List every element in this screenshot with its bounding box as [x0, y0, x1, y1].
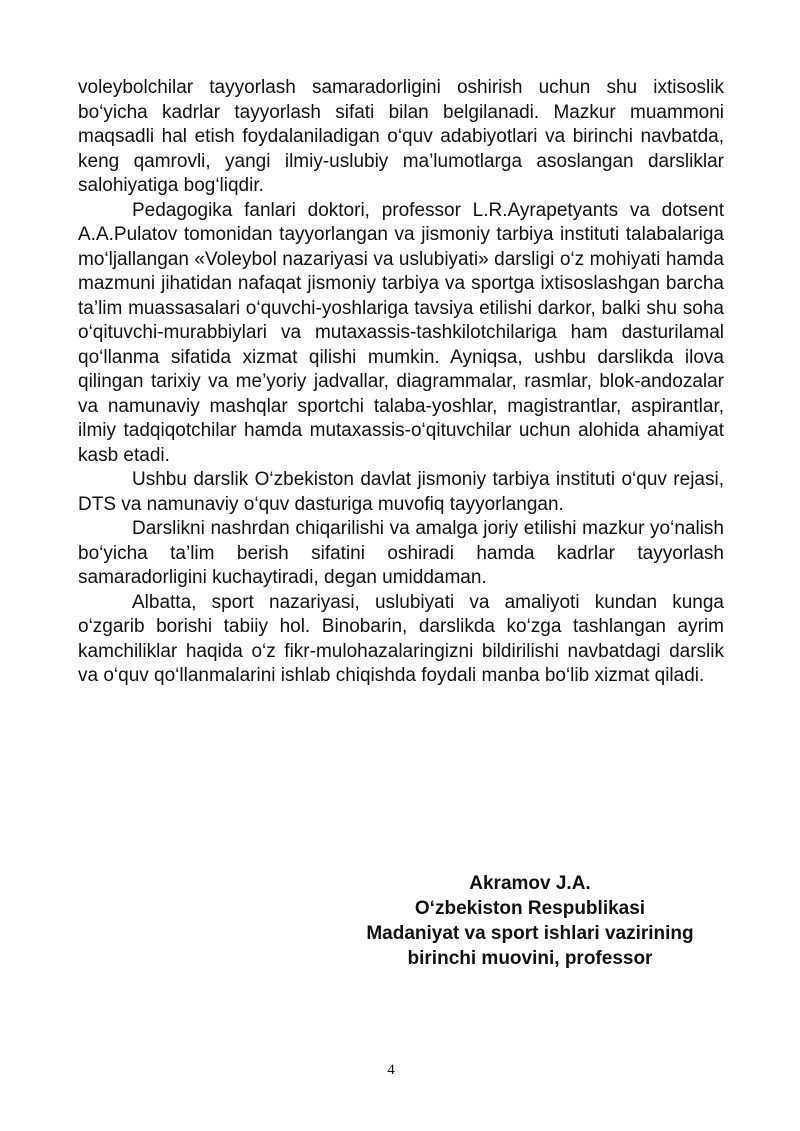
signature-block — [330, 871, 730, 971]
signature-name: Akramov J.A. — [469, 873, 591, 894]
page-number: 4 — [387, 1062, 395, 1078]
paragraph-5: Albatta, sport nazariyasi, uslubiyati va amaliyoti kundan kunga o‘zgarib borishi tabiiy hol. Binobarin, darslikda ko‘zga tashlangan ayrim kamchiliklar haqida o‘z fikr-mulohazalaringizni bildirilishi navbatdagi darslik va o‘quv qo‘llanmalarini ishlab chiqishda foydali manba bo‘lib xizmat qiladi. — [78, 591, 724, 686]
paragraph-3: Ushbu darslik O‘zbekiston davlat jismoniy tarbiya instituti o‘quv rejasi, DTS va namunaviy o‘quv dasturiga muvofiq tayyorlangan. — [78, 469, 724, 515]
paragraph-1: voleybolchilar tayyorlash samaradorligini oshirish uchun shu ixtisoslik bo‘yicha kadrlar tayyorlash sifati bilan belgilanadi. Mazkur muammoni maqsadli hal etish foydalaniladigan o‘quv adabiyotlari va birinchi navbatda, keng qamrovli, yangi ilmiy-uslubiy ma’lumotlarga asoslangan darsliklar salohiyatiga bog‘liqdir. — [78, 77, 724, 196]
body-text — [78, 76, 724, 689]
paragraph-4: Darslikni nashrdan chiqarilishi va amalga joriy etilishi mazkur yo‘nalish bo‘yicha ta’lim berish sifatini oshiradi hamda kadrlar tayyorlash samaradorligini kuchaytiradi, degan umiddaman. — [78, 518, 724, 588]
signature-position: birinchi muovini, professor — [407, 948, 653, 969]
paragraph-2: Pedagogika fanlari doktori, professor L.R.Ayrapetyants va dotsent A.A.Pulatov tomonidan tayyorlangan va jismoniy tarbiya instituti talabalariga mo‘ljallangan «Voleybol nazariyasi va uslubiyati» darsligi o‘z mohiyati hamda mazmuni jihatidan nafaqat jismoniy tarbiya va sportga ixtisoslashgan barcha ta’lim muassasalari o‘quvchi-yoshlariga tavsiya etilishi darkor, balki shu soha o‘qituvchi-murabbiylari va mutaxassis-tashkilotchilariga ham dasturilamal qo‘llanma sifatida xizmat qilishi mumkin. Ayniqsa, ushbu darslikda ilova qilingan tarixiy va me’yoriy jadvallar, diagrammalar, rasmlar, blok-andozalar va namunaviy mashqlar sportchi talaba-yoshlar, magistrantlar, aspirantlar, ilmiy tadqiqotchilar hamda mutaxassis-o‘qituvchilar uchun alohida ahamiyat kasb etadi. — [78, 199, 724, 466]
signature-country: O‘zbekiston Respublikasi — [414, 898, 646, 919]
signature-ministry: Madaniyat va sport ishlari vazirining — [366, 923, 694, 944]
